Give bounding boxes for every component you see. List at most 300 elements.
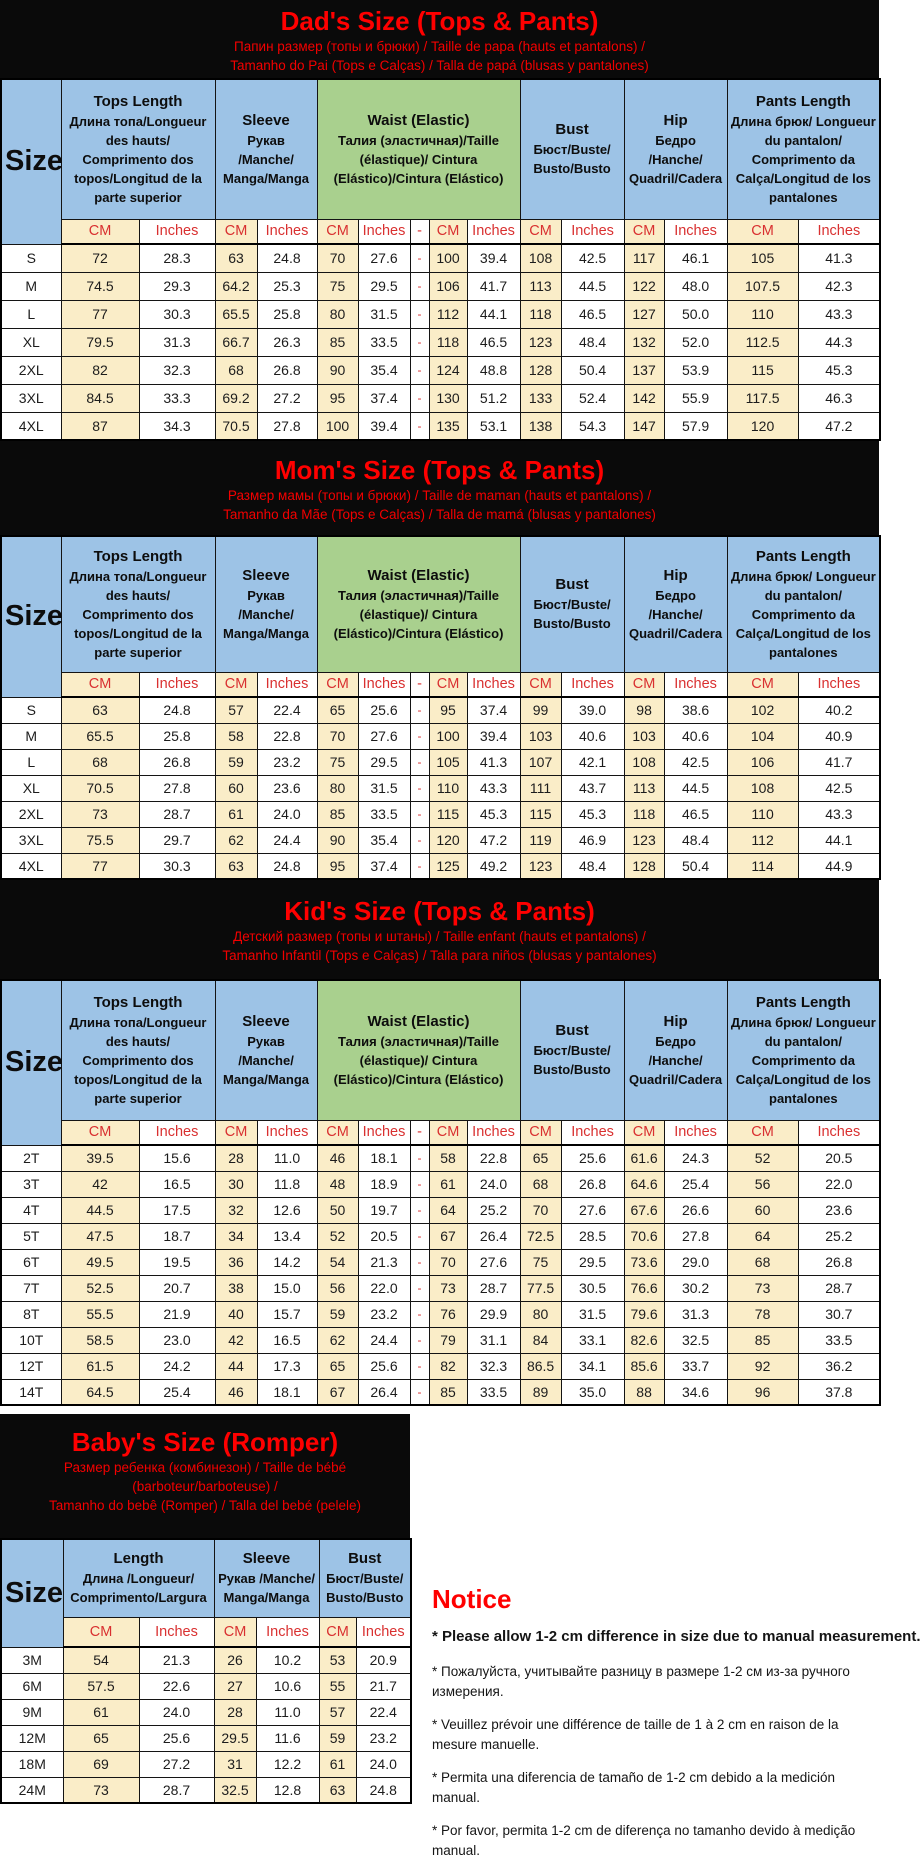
value-cell: 49.5 [61,1249,139,1275]
value-cell: 24.0 [356,1751,411,1777]
value-cell: 11.6 [256,1725,319,1751]
value-cell: 44.5 [561,272,624,300]
value-cell: 63 [319,1777,356,1803]
cm-label: CM [319,1617,356,1647]
baby-subtitle-1: Размер ребенка (комбинезон) / Taille de bébé (barboteur/barboteuse) / [63,1460,347,1494]
value-cell: 57 [319,1699,356,1725]
inches-label: Inches [257,672,317,697]
value-cell: 50.0 [664,300,727,328]
cm-label: CM [317,672,358,697]
pants-length-header: Pants Length Длина брюк/ Longueur du pantalon/ Comprimento da Calça/Longitud de los pantalones [727,79,880,219]
value-cell: 64 [429,1197,467,1223]
value-cell: 107 [520,749,561,775]
value-cell: 70 [317,244,358,272]
inches-label: Inches [139,219,215,244]
value-cell: 25.4 [139,1379,215,1405]
value-cell: 35.0 [561,1379,624,1405]
notice-list [432,1627,921,1861]
kid-table-body [1,1145,880,1405]
inches-label: Inches [358,1120,410,1145]
value-cell: 54 [63,1647,139,1673]
value-cell: 52.5 [61,1275,139,1301]
value-cell: 46 [317,1145,358,1171]
value-cell: 77 [61,853,139,879]
size-cell: 3M [1,1647,63,1673]
inches-label: Inches [257,1120,317,1145]
hip-header: Hip Бедро /Hanche/ Quadril/Cadera [624,79,727,219]
value-cell: 48 [317,1171,358,1197]
value-cell: 63 [215,244,257,272]
dad-title: Dad's Size (Tops & Pants) [280,6,599,36]
inches-label: Inches [467,219,520,244]
value-cell: 72 [61,244,139,272]
value-cell: 105 [429,749,467,775]
value-cell: 27.6 [358,244,410,272]
table-row [1,1275,880,1301]
value-cell: 128 [520,356,561,384]
value-cell: 12.8 [256,1777,319,1803]
baby-table-body [1,1647,411,1803]
value-cell: 85 [317,328,358,356]
value-cell: 60 [727,1197,798,1223]
value-cell: 23.0 [139,1327,215,1353]
inches-label: Inches [139,672,215,697]
value-cell: 48.8 [467,356,520,384]
baby-section-header [0,1414,410,1538]
value-cell: 103 [624,723,664,749]
value-cell: 48.4 [664,827,727,853]
table-row [1,749,880,775]
value-cell: 25.8 [257,300,317,328]
sleeve-header: Sleeve Рукав /Manche/ Manga/Manga [215,536,317,672]
tops-length-header: Tops Length Длина топа/Longueur des hauts/ Comprimento dos topos/Longitud de la parte superior [61,79,215,219]
value-cell: 90 [317,356,358,384]
value-cell: 32.5 [664,1327,727,1353]
table-row [1,356,880,384]
hip-header: Hip Бедро /Hanche/ Quadril/Cadera [624,536,727,672]
size-cell: 24M [1,1777,63,1803]
value-cell: 78 [727,1301,798,1327]
dad-size-table [0,78,881,441]
value-cell: 128 [624,853,664,879]
value-cell: 130 [429,384,467,412]
value-cell: 58 [215,723,257,749]
value-cell: 79 [429,1327,467,1353]
value-cell: 26.3 [257,328,317,356]
value-cell: 17.3 [257,1353,317,1379]
value-cell: 82 [429,1353,467,1379]
value-cell: 85 [727,1327,798,1353]
value-cell: 68 [520,1171,561,1197]
table-row [1,801,880,827]
value-cell: 42.5 [664,749,727,775]
value-cell: 77.5 [520,1275,561,1301]
dash-cell: - [410,801,429,827]
value-cell: 59 [319,1725,356,1751]
value-cell: 30.7 [798,1301,880,1327]
value-cell: 40.9 [798,723,880,749]
value-cell: 46.5 [467,328,520,356]
value-cell: 30 [215,1171,257,1197]
cm-label: CM [429,1120,467,1145]
value-cell: 70.5 [61,775,139,801]
dash-cell: - [410,1249,429,1275]
value-cell: 46.9 [561,827,624,853]
value-cell: 57 [215,697,257,723]
value-cell: 67 [317,1379,358,1405]
value-cell: 22.0 [358,1275,410,1301]
value-cell: 62 [215,827,257,853]
value-cell: 44.5 [664,775,727,801]
value-cell: 72.5 [520,1223,561,1249]
mom-subtitle-2: Tamanho da Mãe (Tops e Calças) / Talla de mamá (blusas y pantalones) [223,507,656,522]
value-cell: 20.5 [358,1223,410,1249]
value-cell: 112.5 [727,328,798,356]
value-cell: 43.7 [561,775,624,801]
value-cell: 50 [317,1197,358,1223]
size-cell: 6M [1,1673,63,1699]
value-cell: 70.6 [624,1223,664,1249]
column-group-row [1,980,880,1120]
cm-label: CM [429,672,467,697]
value-cell: 115 [520,801,561,827]
value-cell: 100 [429,244,467,272]
value-cell: 21.3 [358,1249,410,1275]
value-cell: 61.5 [61,1353,139,1379]
value-cell: 123 [520,853,561,879]
size-cell: 4XL [1,412,61,440]
value-cell: 73 [429,1275,467,1301]
table-row [1,1777,411,1803]
baby-title: Baby's Size (Romper) [71,1427,339,1457]
value-cell: 28.7 [139,1777,214,1803]
dash-cell: - [410,1327,429,1353]
value-cell: 88 [624,1379,664,1405]
value-cell: 56 [727,1171,798,1197]
value-cell: 61 [429,1171,467,1197]
value-cell: 39.0 [561,697,624,723]
value-cell: 24.0 [139,1699,214,1725]
value-cell: 26.8 [561,1171,624,1197]
value-cell: 98 [624,697,664,723]
value-cell: 29.5 [358,272,410,300]
size-cell: 3XL [1,827,61,853]
value-cell: 29.5 [561,1249,624,1275]
inches-label: Inches [561,672,624,697]
value-cell: 53.9 [664,356,727,384]
value-cell: 113 [624,775,664,801]
value-cell: 53 [319,1647,356,1673]
value-cell: 55 [319,1673,356,1699]
value-cell: 22.8 [467,1145,520,1171]
value-cell: 23.2 [257,749,317,775]
notice-item: * Veuillez prévoir une différence de taille de 1 à 2 cm en raison de la mesure manuelle. [432,1717,839,1752]
dash-cell: - [410,244,429,272]
cm-label: CM [317,1120,358,1145]
value-cell: 23.6 [257,775,317,801]
cm-label: CM [215,672,257,697]
value-cell: 24.8 [356,1777,411,1803]
baby-subtitle-2: Tamanho do bebê (Romper) / Talla del bebé (pelele) [49,1498,361,1513]
inches-label: Inches [798,672,880,697]
notice-section [410,1414,921,1874]
size-cell: XL [1,328,61,356]
value-cell: 41.3 [798,244,880,272]
cm-label: CM [727,1120,798,1145]
bust-header: Bust Бюст/Buste/ Busto/Busto [520,536,624,672]
value-cell: 17.5 [139,1197,215,1223]
cm-label: CM [215,219,257,244]
value-cell: 18.1 [358,1145,410,1171]
value-cell: 79.5 [61,328,139,356]
value-cell: 65 [317,1353,358,1379]
dash-cell: - [410,1275,429,1301]
value-cell: 33.5 [358,328,410,356]
value-cell: 24.8 [139,697,215,723]
value-cell: 65.5 [215,300,257,328]
value-cell: 29.5 [214,1725,256,1751]
size-cell: 9M [1,1699,63,1725]
value-cell: 49.2 [467,853,520,879]
value-cell: 63 [61,697,139,723]
value-cell: 15.6 [139,1145,215,1171]
value-cell: 87 [61,412,139,440]
value-cell: 100 [429,723,467,749]
value-cell: 95 [429,697,467,723]
value-cell: 84.5 [61,384,139,412]
value-cell: 40.6 [664,723,727,749]
value-cell: 63 [215,853,257,879]
value-cell: 38 [215,1275,257,1301]
inches-label: Inches [561,1120,624,1145]
value-cell: 92 [727,1353,798,1379]
kid-subtitle-1: Детский размер (топы и штаны) / Taille enfant (hauts et pantalons) / [233,929,646,944]
value-cell: 68 [61,749,139,775]
value-cell: 52 [317,1223,358,1249]
value-cell: 84 [520,1327,561,1353]
value-cell: 22.0 [798,1171,880,1197]
value-cell: 70 [317,723,358,749]
value-cell: 12.2 [256,1751,319,1777]
value-cell: 33.7 [664,1353,727,1379]
value-cell: 42 [215,1327,257,1353]
value-cell: 43.3 [798,801,880,827]
size-cell: L [1,749,61,775]
column-group-row [1,536,880,672]
dash-cell: - [410,300,429,328]
value-cell: 11.0 [256,1699,319,1725]
value-cell: 20.7 [139,1275,215,1301]
table-row [1,1249,880,1275]
value-cell: 37.4 [358,853,410,879]
size-cell: 2T [1,1145,61,1171]
value-cell: 25.6 [358,697,410,723]
value-cell: 120 [727,412,798,440]
units-row [1,1617,411,1647]
value-cell: 65.5 [61,723,139,749]
value-cell: 37.8 [798,1379,880,1405]
size-cell: 2XL [1,801,61,827]
size-cell: 8T [1,1301,61,1327]
inches-label: Inches [798,219,880,244]
value-cell: 40 [215,1301,257,1327]
value-cell: 104 [727,723,798,749]
value-cell: 26.6 [664,1197,727,1223]
table-row [1,1197,880,1223]
value-cell: 36.2 [798,1353,880,1379]
value-cell: 108 [520,244,561,272]
value-cell: 40.2 [798,697,880,723]
value-cell: 41.3 [467,749,520,775]
value-cell: 20.5 [798,1145,880,1171]
value-cell: 26.4 [358,1379,410,1405]
value-cell: 21.3 [139,1647,214,1673]
value-cell: 50.4 [664,853,727,879]
dash-cell: - [410,412,429,440]
value-cell: 102 [727,697,798,723]
value-cell: 30.3 [139,300,215,328]
dash-cell: - [410,1379,429,1405]
value-cell: 24.3 [664,1145,727,1171]
value-cell: 65 [317,697,358,723]
value-cell: 106 [727,749,798,775]
value-cell: 44.1 [467,300,520,328]
value-cell: 26 [214,1647,256,1673]
tops-length-header: Tops Length Длина топа/Longueur des hauts/ Comprimento dos topos/Longitud de la parte superior [61,980,215,1120]
value-cell: 119 [520,827,561,853]
size-cell: 4XL [1,853,61,879]
value-cell: 27.6 [467,1249,520,1275]
value-cell: 25.8 [139,723,215,749]
value-cell: 22.8 [257,723,317,749]
sleeve-header: Sleeve Рукав /Manche/ Manga/Manga [214,1539,319,1617]
cm-label: CM [520,1120,561,1145]
table-row [1,1223,880,1249]
pants-length-header: Pants Length Длина брюк/ Longueur du pantalon/ Comprimento da Calça/Longitud de los pantalones [727,980,880,1120]
value-cell: 73 [727,1275,798,1301]
dash-cell: - [410,328,429,356]
value-cell: 29.3 [139,272,215,300]
value-cell: 39.5 [61,1145,139,1171]
value-cell: 75 [317,749,358,775]
table-row [1,1353,880,1379]
table-row [1,244,880,272]
value-cell: 31.5 [358,300,410,328]
value-cell: 37.4 [467,697,520,723]
value-cell: 28.7 [139,801,215,827]
pants-length-header: Pants Length Длина брюк/ Longueur du pantalon/ Comprimento da Calça/Longitud de los pantalones [727,536,880,672]
value-cell: 55.5 [61,1301,139,1327]
inches-label: Inches [358,219,410,244]
value-cell: 45.3 [561,801,624,827]
size-column-header: Size [1,980,61,1145]
value-cell: 27.8 [257,412,317,440]
value-cell: 111 [520,775,561,801]
value-cell: 39.4 [358,412,410,440]
value-cell: 10.2 [256,1647,319,1673]
value-cell: 29.5 [358,749,410,775]
value-cell: 22.4 [257,697,317,723]
value-cell: 75 [317,272,358,300]
value-cell: 138 [520,412,561,440]
value-cell: 125 [429,853,467,879]
value-cell: 95 [317,384,358,412]
table-row [1,827,880,853]
value-cell: 117 [624,244,664,272]
cm-label: CM [63,1617,139,1647]
cm-label: CM [61,219,139,244]
size-cell: 12T [1,1353,61,1379]
value-cell: 42.1 [561,749,624,775]
cm-label: CM [520,219,561,244]
table-row [1,1751,411,1777]
value-cell: 25.6 [561,1145,624,1171]
value-cell: 127 [624,300,664,328]
inches-label: Inches [139,1617,214,1647]
value-cell: 58.5 [61,1327,139,1353]
size-cell: 14T [1,1379,61,1405]
value-cell: 108 [727,775,798,801]
value-cell: 114 [727,853,798,879]
notice-item: * Пожалуйста, учитывайте разницу в размере 1-2 см из-за ручного измерения. [432,1664,850,1699]
table-row [1,775,880,801]
size-cell: 5T [1,1223,61,1249]
value-cell: 55.9 [664,384,727,412]
value-cell: 70.5 [215,412,257,440]
value-cell: 47.2 [798,412,880,440]
value-cell: 27.8 [139,775,215,801]
value-cell: 64 [727,1223,798,1249]
value-cell: 73.6 [624,1249,664,1275]
value-cell: 70 [520,1197,561,1223]
size-cell: 3T [1,1171,61,1197]
value-cell: 118 [429,328,467,356]
value-cell: 44 [215,1353,257,1379]
value-cell: 123 [520,328,561,356]
value-cell: 26.8 [257,356,317,384]
dash-cell: - [410,272,429,300]
value-cell: 47.2 [467,827,520,853]
value-cell: 61.6 [624,1145,664,1171]
value-cell: 25.4 [664,1171,727,1197]
value-cell: 24.2 [139,1353,215,1379]
value-cell: 147 [624,412,664,440]
value-cell: 118 [624,801,664,827]
value-cell: 33.5 [467,1379,520,1405]
value-cell: 44.3 [798,328,880,356]
kid-size-table [0,979,881,1406]
value-cell: 25.2 [798,1223,880,1249]
value-cell: 39.4 [467,723,520,749]
notice-item: * Please allow 1-2 cm difference in size due to manual measurement. [432,1628,921,1645]
value-cell: 106 [429,272,467,300]
value-cell: 100 [317,412,358,440]
dash-cell: - [410,384,429,412]
value-cell: 18.1 [257,1379,317,1405]
value-cell: 32 [215,1197,257,1223]
value-cell: 15.0 [257,1275,317,1301]
value-cell: 32.3 [467,1353,520,1379]
inches-label: Inches [257,219,317,244]
value-cell: 118 [520,300,561,328]
value-cell: 51.2 [467,384,520,412]
value-cell: 31.5 [358,775,410,801]
table-row [1,697,880,723]
value-cell: 56 [317,1275,358,1301]
value-cell: 26.8 [798,1249,880,1275]
mom-subtitle-1: Размер мамы (топы и брюки) / Taille de maman (hauts et pantalons) / [227,488,652,503]
range-dash: - [410,219,429,244]
